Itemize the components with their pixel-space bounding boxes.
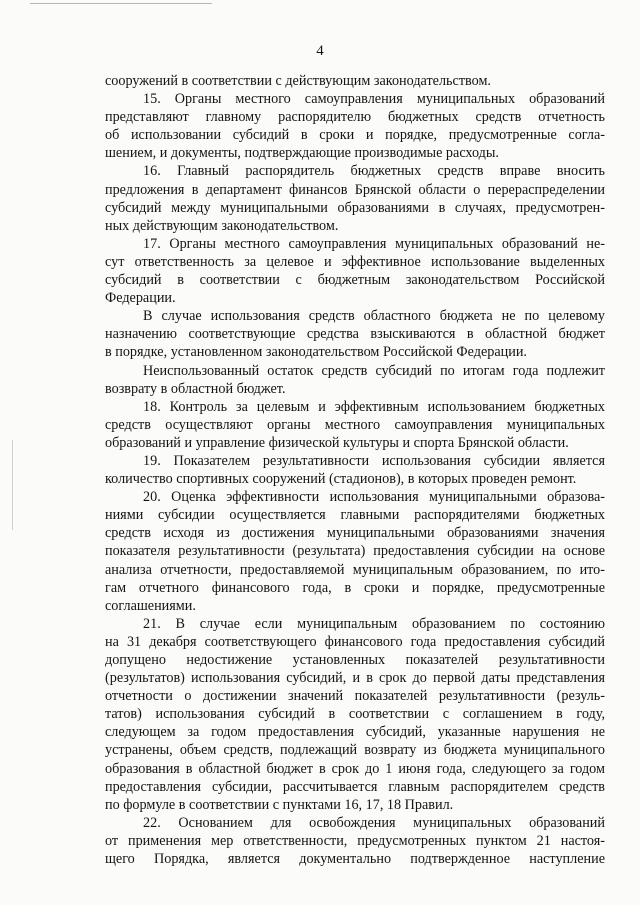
text-line: шением, и документы, подтверждающие производимые расходы. — [105, 145, 499, 162]
text-line: Федерации. — [105, 290, 176, 307]
text-line: щего Порядка, является документально подтвержденное наступление — [105, 851, 605, 868]
text-line: Неиспользованный остаток средств субсидий по итогам года подлежит — [143, 362, 605, 379]
text-line: от применения мер ответственности, предусмотренных пунктом 21 настоя- — [105, 832, 605, 849]
text-line: об использовании субсидий в сроки и порядке, предусмотренные согла- — [105, 127, 605, 144]
text-line: средств исходя из достижения муниципальными образованиями значения — [105, 525, 605, 542]
text-line: в порядке, установленном законодательством Российской Федерации. — [105, 344, 527, 361]
text-line: 21. В случае если муниципальным образованием по состоянию — [143, 615, 605, 632]
text-line: образований и управление физической культуры и спорта Брянской области. — [105, 434, 569, 451]
text-line: В случае использования средств областного бюджета не по целевому — [143, 308, 605, 325]
text-line: образования в областной бюджет в срок до 1 июня года, следующего за годом — [105, 760, 605, 777]
text-line: возврату в областной бюджет. — [105, 380, 286, 397]
text-line: количество спортивных сооружений (стадионов), в которых проведен ремонт. — [105, 471, 577, 488]
page-number: 4 — [316, 43, 324, 59]
text-line: 20. Оценка эффективности использования муниципальными образова- — [143, 489, 605, 506]
text-line: субсидий в соответствии с бюджетным законодательством Российской — [105, 272, 605, 289]
text-line: сооружений в соответствии с действующим законодательством. — [105, 73, 491, 89]
text-line: на 31 декабря соответствующего финансового года предоставления субсидий — [105, 633, 605, 650]
text-line: следующем за годом предоставления субсидий, указанные нарушения не — [105, 724, 605, 741]
text-line: сут ответственность за целевое и эффективное использование выделенных — [105, 253, 605, 270]
text-line: показателя результативности (результата) предоставления субсидии на основе — [105, 543, 605, 560]
text-line: представляют главному распорядителю бюджетных средств отчетность — [105, 109, 605, 126]
text-line: соглашениями. — [105, 597, 196, 614]
text-line: предоставления субсидии, рассчитывается главным распорядителем средств — [105, 778, 605, 795]
text-line: средств осуществляют органы местного самоуправления муниципальных — [105, 416, 605, 433]
text-line: ных действующим законодательством. — [105, 217, 339, 234]
text-line: предложения в департамент финансов Брянской области о перераспределении — [105, 181, 605, 198]
text-line: устранены, объем средств, подлежащий возврату из бюджета муниципального — [105, 742, 605, 759]
text-line: отчетности о достижении значений показателей результативности (резуль- — [105, 688, 605, 705]
top-rule — [30, 3, 212, 4]
text-line: ниями субсидии осуществляется главными распорядителями бюджетных — [105, 507, 605, 524]
text-line: назначению соответствующие средства взыскиваются в областной бюджет — [105, 326, 605, 343]
text-line: по формуле в соответствии с пунктами 16, 17, 18 Правил. — [105, 796, 454, 813]
text-line: анализа отчетности, предоставляемой муниципальным образованием, по ито- — [105, 561, 605, 578]
text-line: 19. Показателем результативности использования субсидии является — [143, 452, 605, 469]
text-line: татов) использования субсидий в соответствии с соглашением в году, — [105, 706, 605, 723]
text-line: (результатов) использования субсидий, и в срок до первой даты представления — [105, 670, 605, 687]
text-line: 17. Органы местного самоуправления муниципальных образований не- — [143, 235, 605, 252]
text-line: 18. Контроль за целевым и эффективным использованием бюджетных — [143, 398, 605, 415]
text-line: 22. Основанием для освобождения муниципальных образований — [143, 814, 605, 831]
scan-edge-mark — [12, 440, 13, 530]
text-line: субсидий между муниципальными образованиями в случаях, предусмотрен- — [105, 199, 605, 216]
text-line: 16. Главный распорядитель бюджетных средств вправе вносить — [143, 163, 605, 180]
document-body — [105, 72, 605, 868]
text-line: гам отчетного финансового года, в сроки и порядке, предусмотренные — [105, 579, 605, 596]
text-line: 15. Органы местного самоуправления муниципальных образований — [143, 91, 605, 108]
text-line: допущено недостижение установленных показателей результативности — [105, 652, 605, 668]
